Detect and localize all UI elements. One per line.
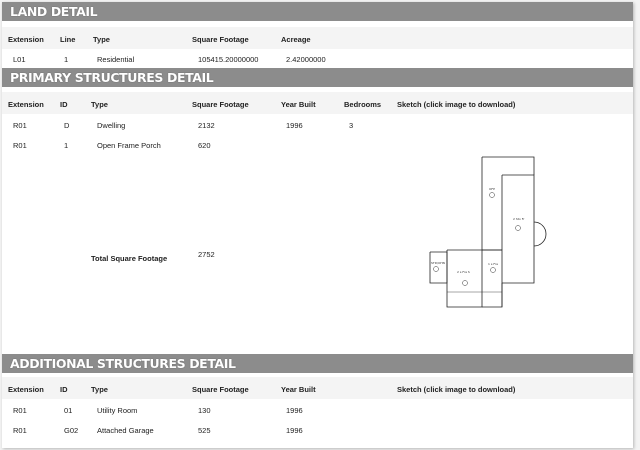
sketch-label-ofp: OFP: [489, 187, 495, 191]
table-row: R01 D Dwelling 2132 1996 3: [2, 115, 633, 135]
additional-structures-header: ADDITIONAL STRUCTURES DETAIL: [2, 354, 633, 373]
table-row: R01 01 Utility Room 130 1996: [2, 400, 633, 420]
col-line: Line: [60, 35, 76, 44]
table-row: R01 1 Open Frame Porch 620: [2, 135, 633, 155]
col-extension: Extension: [8, 35, 44, 44]
table-row: L01 1 Residential 105415.20000000 2.42000000: [2, 49, 633, 69]
sketch-label-1-s-fra: 1 s Fra: [488, 262, 498, 266]
land-column-headers: [2, 27, 633, 49]
col-sketch: Sketch (click image to download): [397, 100, 516, 109]
floor-plan-sketch[interactable]: [414, 152, 554, 317]
col-square-footage: Square Footage: [192, 35, 249, 44]
additional-column-headers: Extension ID Type Square Footage Year Built Sketch (click image to download): [2, 377, 633, 399]
sketch-label-2-s-fra-s: 2 s Fra S: [457, 270, 470, 274]
col-type: Type: [93, 35, 110, 44]
sketch-label-2-sto-fr: 2 Sto Fr: [513, 217, 525, 221]
col-acreage: Acreage: [281, 35, 311, 44]
land-detail-header: LAND DETAIL: [2, 2, 633, 21]
primary-column-headers: Extension ID Type Square Footage Year Built Bedrooms Sketch (click image to download): [2, 92, 633, 114]
total-label: Total Square Footage: [91, 254, 168, 263]
sketch-label-std-ohn: STD/OHN: [431, 261, 445, 265]
total-value: 2752: [198, 250, 215, 259]
property-detail-panel: [2, 2, 633, 448]
primary-structures-header: PRIMARY STRUCTURES DETAIL: [2, 68, 633, 87]
table-row: R01 G02 Attached Garage 525 1996: [2, 420, 633, 440]
